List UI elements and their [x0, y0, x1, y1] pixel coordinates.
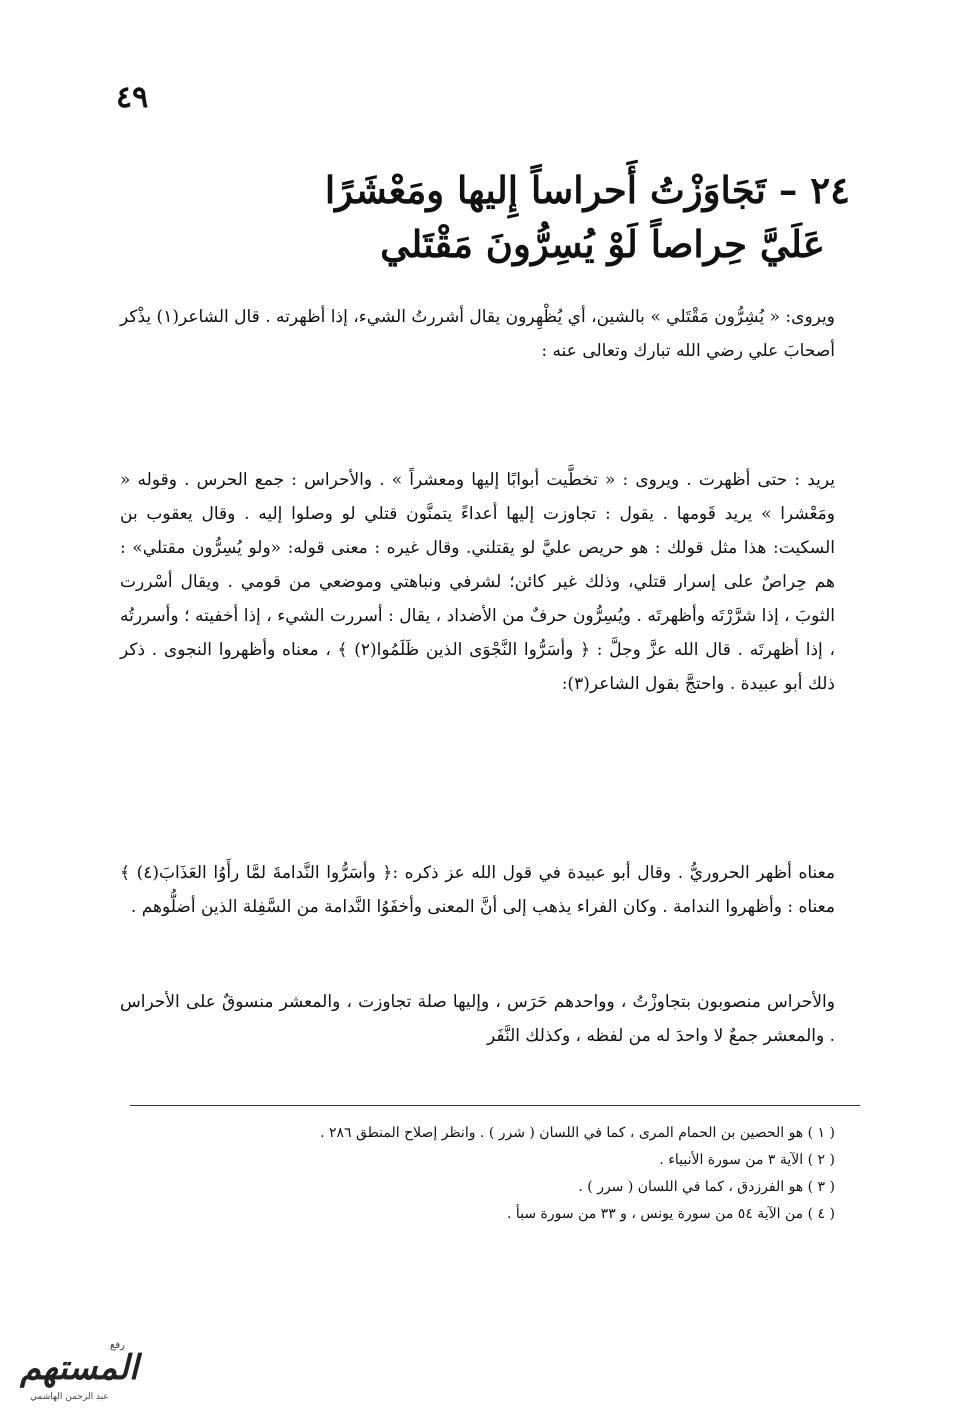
paragraph-2: يريد : حتى أظهرت . ويروى : « تخطَّيت أبوابًا إليها ومعشراً » . والأحراس : جمع الحرس . وقوله « ومَعْشرا » يريد قَومها . يقول : تجاوزت إليها أعداءً يتمنَّون قتلي لو وصلوا إليه . وقال يعقوب بن السكيت: هذا مثل قولك : هو حريص عليَّ لو يقتلني. وقال غيره : معنى قوله: «ولو يُسِرُّون مقتلي» : هم حِراصٌ على إسرار قتلي، وذلك غير كائن؛ لشرفي ونباهتي وموضعي من قومي . ويقال أسْررت الثوبَ ، إذا شرَّرْتَه وأظهرتَه . ويُسِرُّون حرفٌ من الأضداد ، يقال : أسررت الشيء ، إذا أخفيته ؛ وأسررتُه ، إذا أظهرتَه . قال الله عزَّ وجلَّ : ﴿ وأسَرُّوا النَّجْوَى الذين ظَلَمُوا(٢) ﴾ ، معناه وأظهروا النجوى . ذكر ذلك أبو عبيدة . واحتجَّ بقول الشاعر(٣):	[120, 470, 836, 694]
footnote-2: ( ٢ ) الآية ٣ من سورة الأنبياء .	[659, 1152, 835, 1168]
stamp-top-text: رفع	[110, 1340, 125, 1351]
paragraph-1: ويروى: « يُشِرُّون مَقْتَلي » بالشين، أي يُظْهِرون يقال أشررتُ الشيء، إذا أظهرته . قال الشاعر(١) يذْكر أصحابَ علي رضي الله تبارك وتعالى عنه :	[120, 307, 835, 361]
verse-line-1: ٢٤ – تَجَاوَزْتُ أَحراساً إِليها ومَعْشَرًا	[324, 168, 850, 212]
stamp-signature: المستهم	[20, 1348, 139, 1388]
page-number: ٤٩	[116, 80, 149, 115]
footnote-3: ( ٣ ) هو الفرزدق ، كما في اللسان ( سرر ) .	[578, 1179, 835, 1195]
footnotes	[200, 1120, 835, 1228]
footnote-4: ( ٤ ) من الآية ٥٤ من سورة يونس ، و ٣٣ من سورة سبأ .	[506, 1206, 835, 1222]
paragraph-4: والأحراس منصوبون بتجاوزْتُ ، وواحدهم حَرَس ، وإليها صلة تجاوزت ، والمعشر منسوقٌ على الأحراس . والمعشر جمعٌ لا واحدَ له من لفظه ، وكذلك النَّفَر	[120, 992, 835, 1046]
library-stamp	[20, 1340, 150, 1410]
footnote-divider	[130, 1105, 860, 1106]
stamp-small-text: عبد الرحمن الهاشمي	[30, 1392, 109, 1402]
footnote-1: ( ١ ) هو الحصين بن الحمام المرى ، كما في اللسان ( شرر ) . وانظر إصلاح المنطق ٢٨٦ .	[320, 1125, 835, 1141]
paragraph-3: معناه أظهر الحروريُّ . وقال أبو عبيدة في قول الله عز ذكره :﴿ وأسَرُّوا النَّدامةَ لمَّا رأَوُا العَذَابَ(٤) ﴾ معناه : وأظهروا الندامة . وكان الفراء يذهب إلى أنَّ المعنى وأخفَوُا النَّدامة من السَّفِلة الذين أضلُّوهم .	[120, 863, 835, 917]
verse-line-2: عَلَيَّ حِراصاً لَوْ يُسِرُّونَ مَقْتَلي	[380, 222, 825, 266]
